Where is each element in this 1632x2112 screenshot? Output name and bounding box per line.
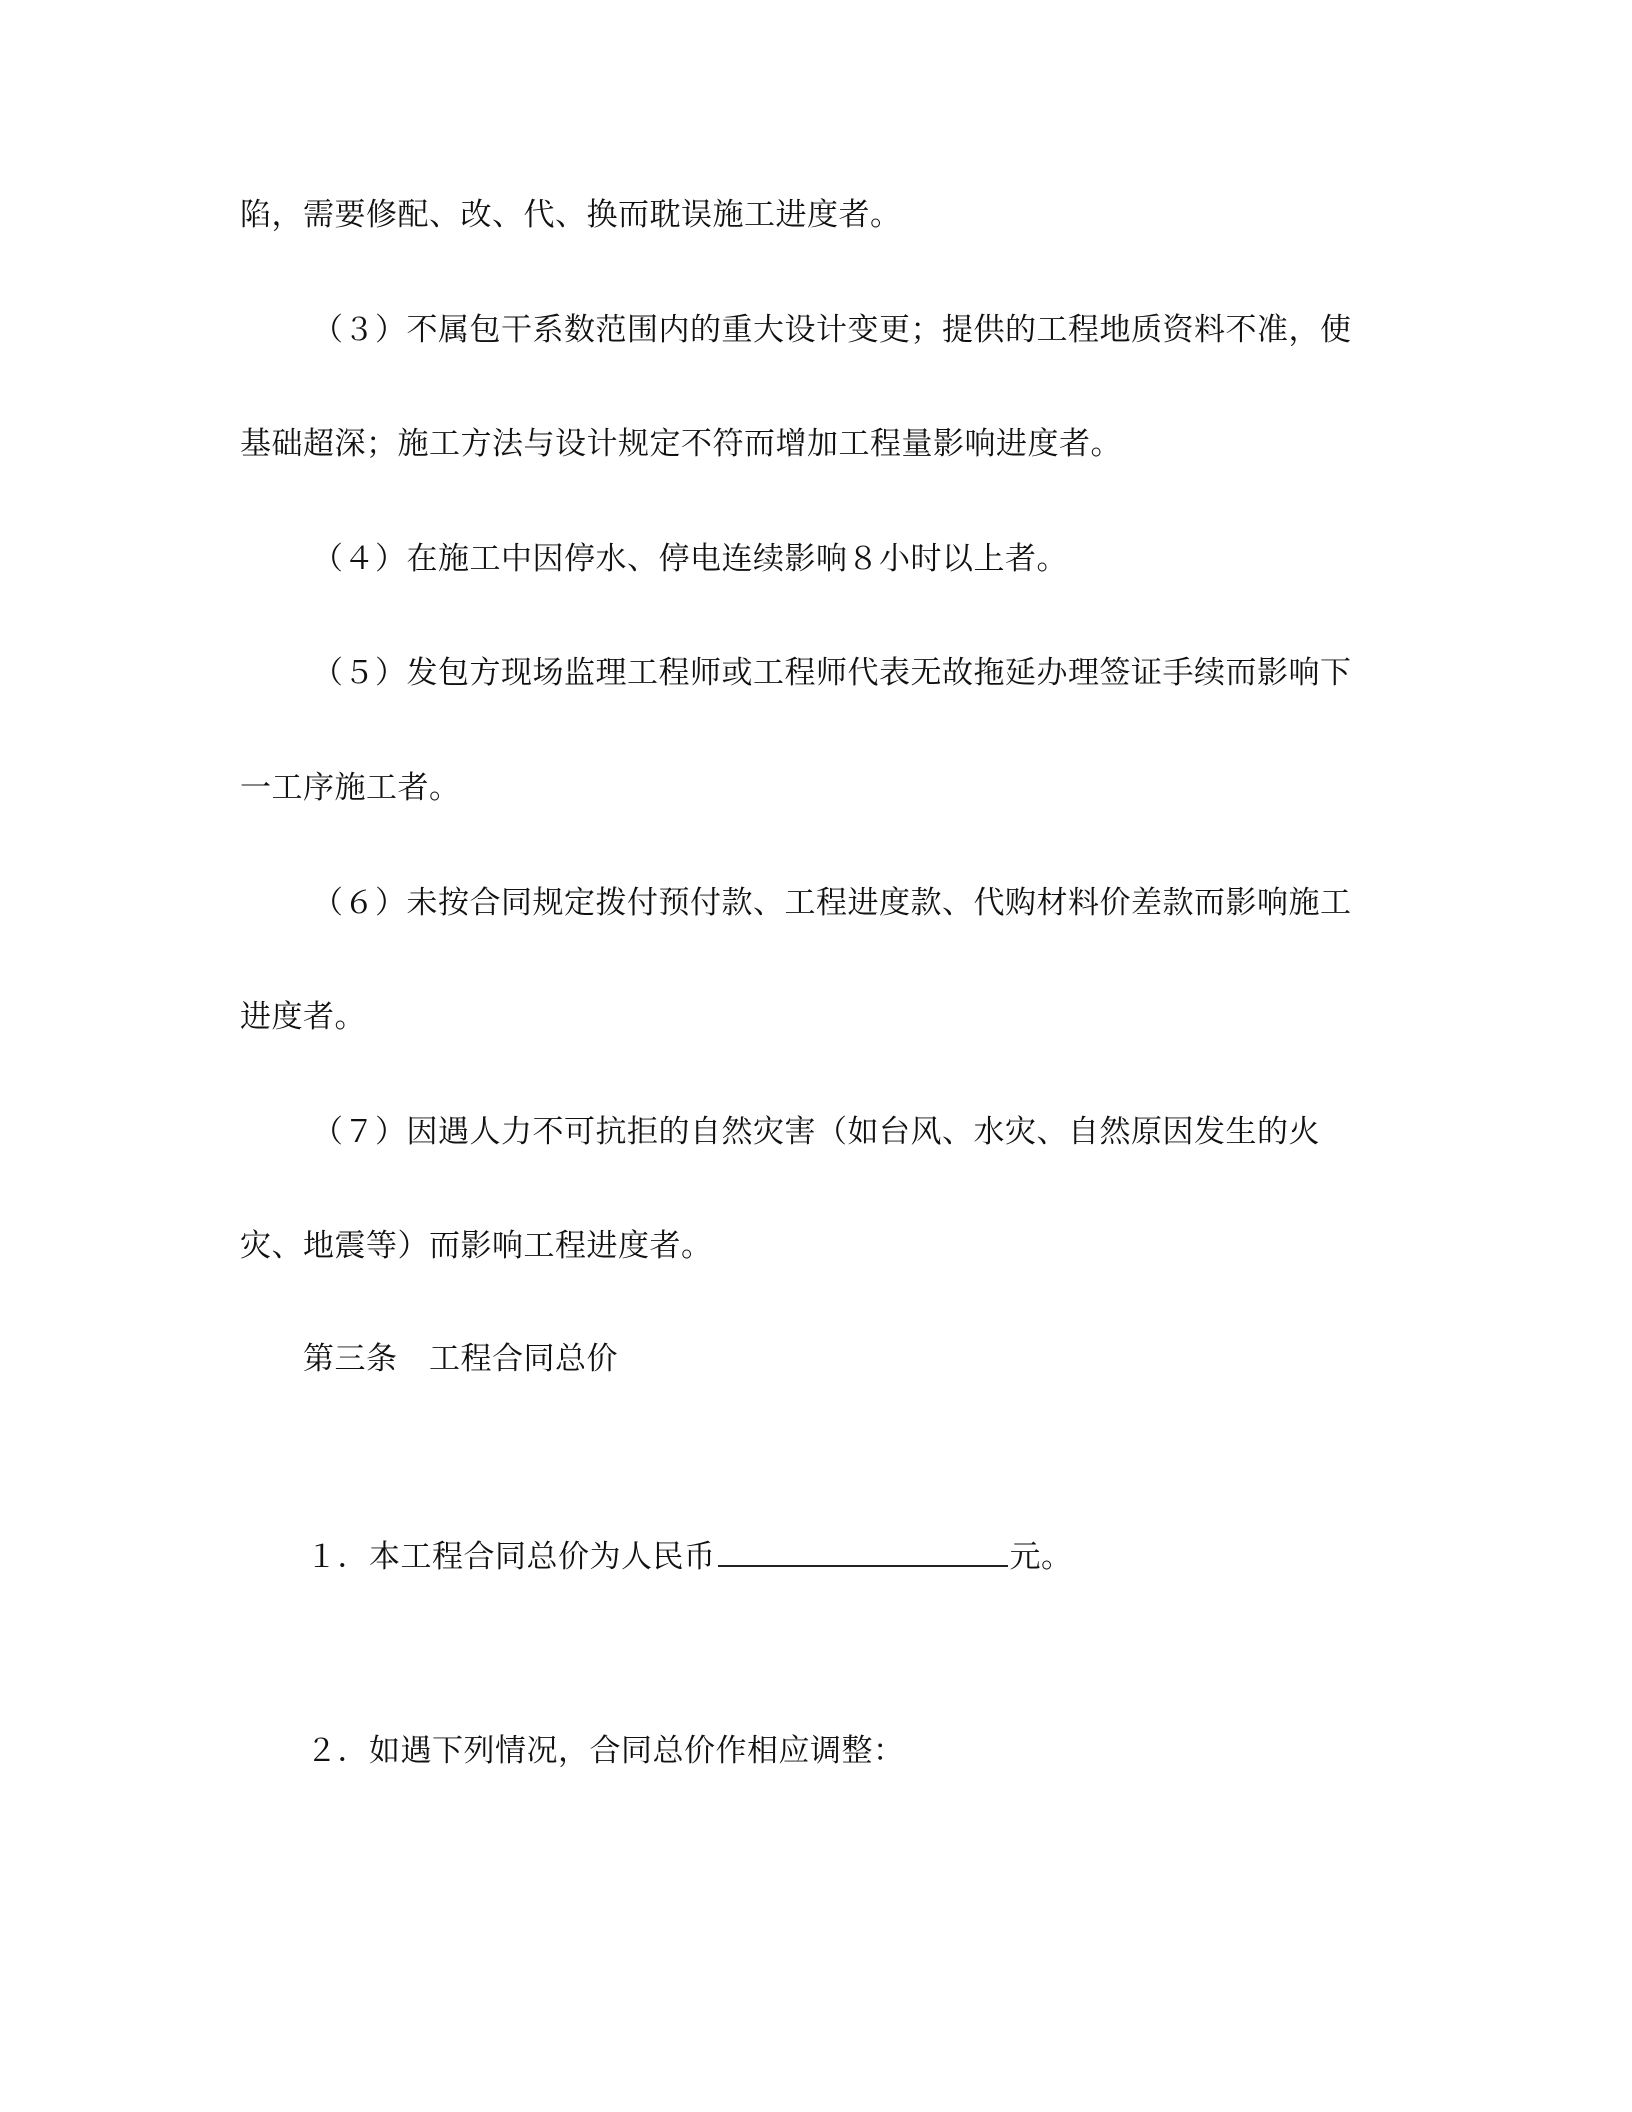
contract-price-item [306,1535,1073,1577]
article-heading: 第三条 工程合同总价 [303,1341,618,1377]
paragraph-line: （５）发包方现场监理工程师或工程师代表无故拖延办理签证手续而影响下 [312,655,1352,691]
paragraph-line: （７）因遇人力不可抗拒的自然灾害（如台风、水灾、自然原因发生的火 [312,1114,1320,1150]
contract-price-prefix: １．本工程合同总价为人民币 [306,1539,716,1575]
paragraph-line: 进度者。 [240,999,366,1035]
contract-price-suffix: 元。 [1009,1539,1073,1575]
paragraph-line: 灾、地震等）而影响工程进度者。 [240,1228,713,1264]
price-adjustment-item: ２．如遇下列情况，合同总价作相应调整： [306,1733,905,1769]
paragraph-line: （３）不属包干系数范围内的重大设计变更；提供的工程地质资料不准，使 [312,312,1352,348]
contract-price-blank[interactable] [718,1535,1008,1567]
paragraph-line: （４）在施工中因停水、停电连续影响８小时以上者。 [312,541,1068,577]
paragraph-line: 一工序施工者。 [240,770,461,806]
paragraph-line: 基础超深；施工方法与设计规定不符而增加工程量影响进度者。 [240,426,1122,462]
paragraph-line: （６）未按合同规定拨付预付款、工程进度款、代购材料价差款而影响施工 [312,885,1352,921]
paragraph-line: 陷，需要修配、改、代、换而耽误施工进度者。 [240,197,902,233]
